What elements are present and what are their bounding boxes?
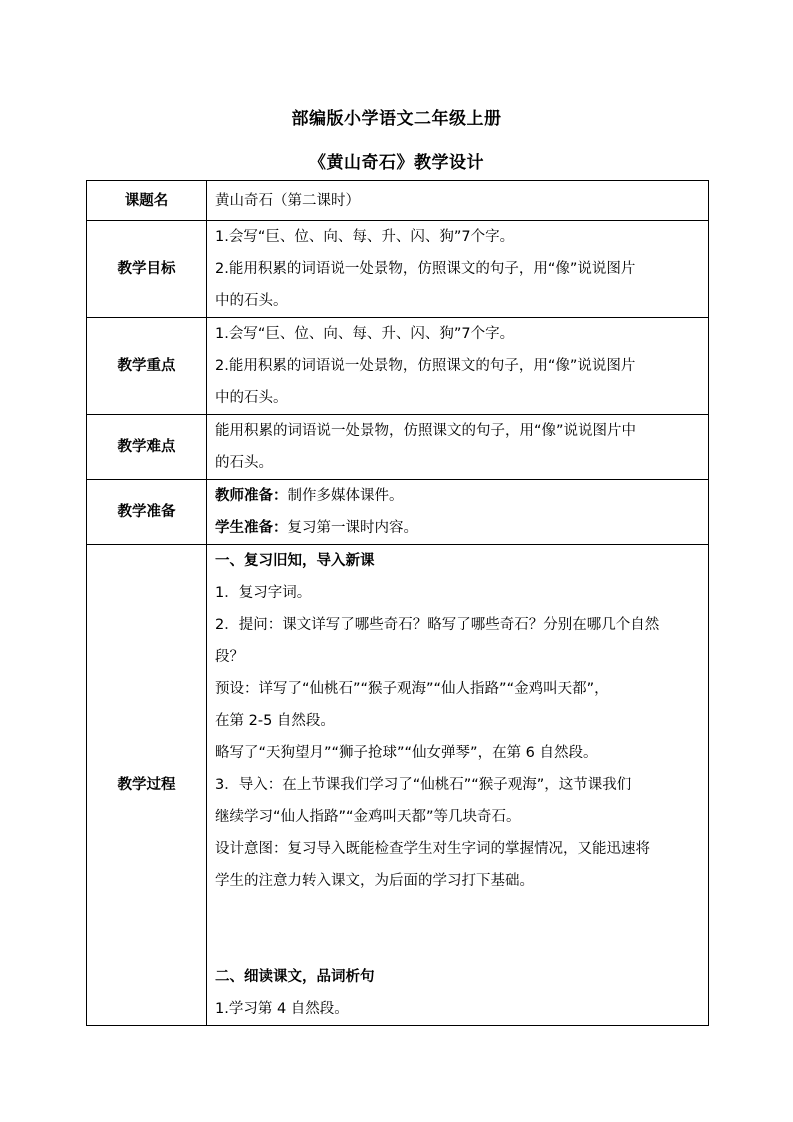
row-label-process: 教学过程 (87, 545, 207, 1026)
key-points-line: 2.能用积累的词语说一处景物，仿照课文的句子，用“像”说说图片 (215, 358, 636, 374)
teacher-preparation-text: 制作多媒体课件。 (287, 488, 404, 504)
process-line: 1.学习第 4 自然段。 (215, 1001, 349, 1017)
process-line: 略写了“天狗望月”“狮子抢球”“仙女弹琴”，在第 6 自然段。 (215, 745, 598, 761)
lesson-plan-table (86, 180, 709, 1026)
process-line: 段？ (215, 649, 244, 665)
difficulties-line: 的石头。 (215, 455, 273, 471)
process-line: 1．复习字词。 (215, 585, 312, 601)
section-heading-review: 一、复习旧知，导入新课 (215, 553, 375, 569)
row-content-process (207, 545, 709, 1026)
topic-value: 黄山奇石（第二课时） (215, 192, 360, 209)
table-row-difficulties (87, 415, 709, 480)
goals-line: 1.会写“巨、位、向、每、升、闪、狗”7个字。 (215, 229, 515, 245)
student-preparation-label: 学生准备： (215, 520, 288, 536)
row-label-preparation: 教学准备 (87, 480, 207, 545)
process-line: 在第 2-5 自然段。 (215, 713, 335, 729)
blank-space (215, 897, 700, 961)
row-label-key-points: 教学重点 (87, 318, 207, 415)
row-label-goals: 教学目标 (87, 221, 207, 318)
row-content-topic (207, 181, 709, 221)
table-row-goals (87, 221, 709, 318)
key-points-line: 中的石头。 (215, 390, 288, 406)
goals-line: 2.能用积累的词语说一处景物，仿照课文的句子，用“像”说说图片 (215, 261, 636, 277)
process-line: 学生的注意力转入课文，为后面的学习打下基础。 (215, 873, 534, 889)
row-content-goals (207, 221, 709, 318)
process-line: 预设：详写了“仙桃石”“猴子观海”“仙人指路”“金鸡叫天都”， (215, 681, 609, 697)
goals-line: 中的石头。 (215, 293, 288, 309)
section-heading-close-reading: 二、细读课文，品词析句 (215, 969, 375, 985)
difficulties-line: 能用积累的词语说一处景物，仿照课文的句子，用“像”说说图片中 (215, 423, 637, 439)
document-title: 部编版小学语文二年级上册 (291, 109, 502, 129)
row-label-difficulties: 教学难点 (87, 415, 207, 480)
table-row-process (87, 545, 709, 1026)
process-line: 3．导入：在上节课我们学习了“仙桃石”“猴子观海”，这节课我们 (215, 777, 632, 793)
table-row-topic (87, 181, 709, 221)
process-line: 设计意图：复习导入既能检查学生对生字词的掌握情况，又能迅速将 (215, 841, 650, 857)
row-content-preparation (207, 480, 709, 545)
row-content-key-points (207, 318, 709, 415)
key-points-line: 1.会写“巨、位、向、每、升、闪、狗”7个字。 (215, 326, 515, 342)
student-preparation-text: 复习第一课时内容。 (287, 520, 418, 536)
teacher-preparation (215, 480, 700, 512)
teacher-preparation-label: 教师准备： (215, 488, 288, 504)
student-preparation (215, 512, 700, 544)
process-line: 2．提问：课文详写了哪些奇石？略写了哪些奇石？分别在哪几个自然 (215, 617, 660, 633)
table-row-key-points (87, 318, 709, 415)
process-line: 继续学习“仙人指路”“金鸡叫天都”等几块奇石。 (215, 809, 521, 825)
row-content-difficulties (207, 415, 709, 480)
row-label-topic: 课题名 (87, 181, 207, 221)
table-row-preparation (87, 480, 709, 545)
document-subtitle: 《黄山奇石》教学设计 (309, 153, 484, 173)
